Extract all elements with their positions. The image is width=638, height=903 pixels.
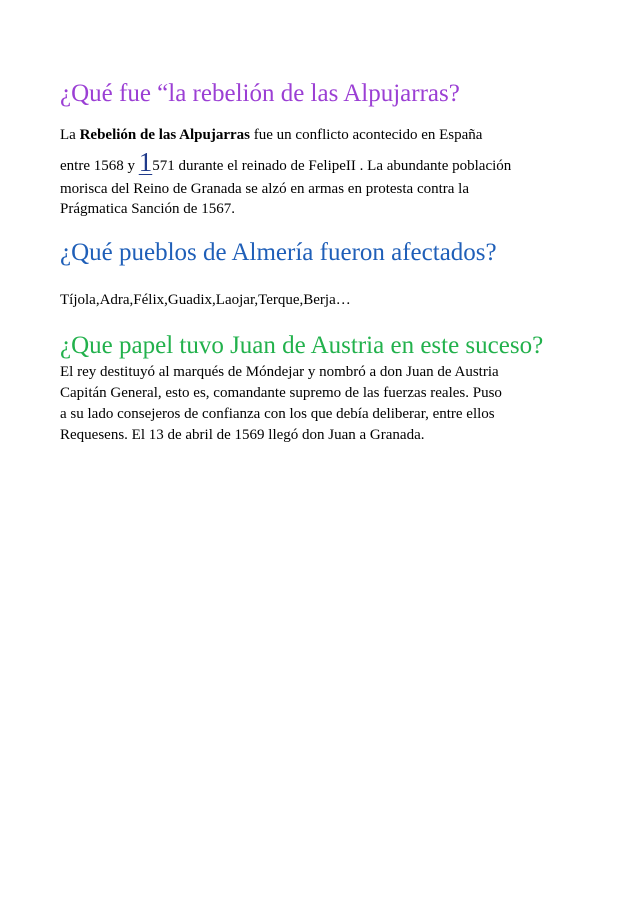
paragraph-towns: Tíjola,Adra,Félix,Guadix,Laojar,Terque,Berja… [60,292,351,308]
paragraph-line: a su lado consejeros de confianza con los que debía deliberar, entre ellos [60,406,495,422]
paragraph-line: Prágmatica Sanción de 1567. [60,201,235,217]
paragraph-rebellion [60,125,511,219]
enlarged-digit: 1 [138,147,153,177]
heading-towns: ¿Qué pueblos de Almería fueron afectados? [60,239,497,266]
text-span: La [60,127,80,143]
heading-juan-de-austria: ¿Que papel tuvo Juan de Austria en este suceso? [60,332,544,359]
text-span: fue un conflicto acontecido en España [250,127,483,143]
paragraph-juan-de-austria [60,362,502,446]
text-span: 571 durante el reinado de FelipeII . La abundante población [152,158,512,174]
paragraph-line: Requesens. El 13 de abril de 1569 llegó don Juan a Granada. [60,427,425,443]
heading-rebellion: ¿Qué fue “la rebelión de las Alpujarras? [60,80,460,107]
paragraph-line: morisca del Reino de Granada se alzó en armas en protesta contra la [60,181,469,197]
paragraph-line [60,125,511,145]
text-span: entre 1568 y [60,158,139,174]
paragraph-line [60,145,511,179]
paragraph-line: El rey destituyó al marqués de Móndejar y nombró a don Juan de Austria [60,364,499,380]
paragraph-line: Capitán General, esto es, comandante supremo de las fuerzas reales. Puso [60,385,502,401]
bold-term: Rebelión de las Alpujarras [79,127,251,143]
